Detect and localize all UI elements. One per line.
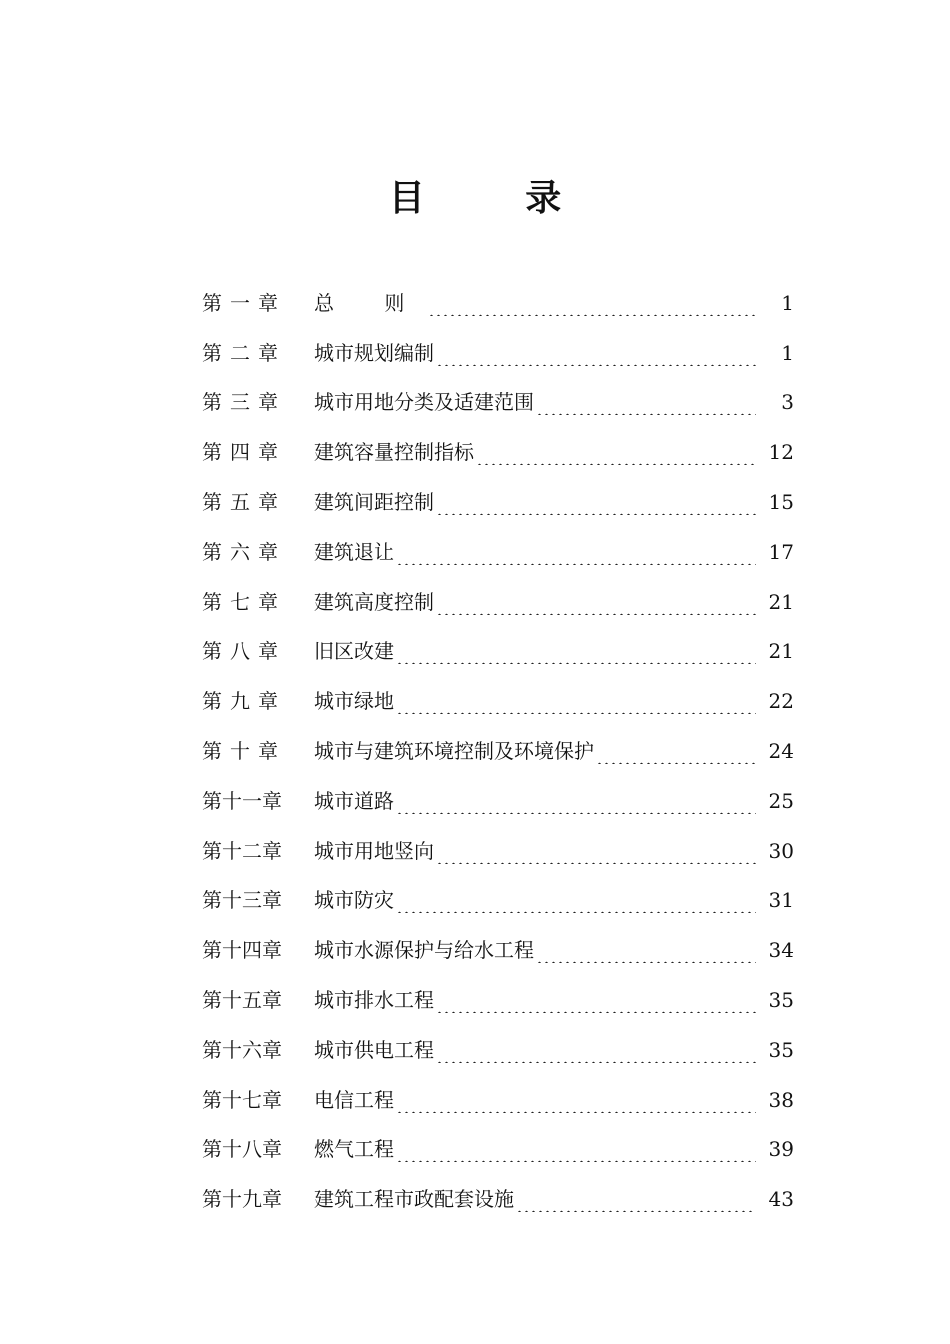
toc-chapter-title: 城市防灾 bbox=[314, 888, 394, 913]
toc-entry[interactable] bbox=[202, 1125, 794, 1175]
toc-page-number: 15 bbox=[768, 490, 794, 515]
toc-chapter-number: 第五章 bbox=[202, 490, 286, 515]
toc-chapter-title: 建筑退让 bbox=[314, 539, 394, 564]
toc-page-number: 43 bbox=[768, 1187, 794, 1212]
toc-chapter-number: 第九章 bbox=[202, 689, 286, 714]
dot-leader bbox=[536, 389, 756, 415]
toc-chapter-number: 第十三章 bbox=[202, 888, 282, 913]
toc-chapter-title: 建筑工程市政配套设施 bbox=[314, 1187, 514, 1212]
toc-entry[interactable] bbox=[202, 378, 794, 428]
toc-chapter-number: 第七章 bbox=[202, 589, 286, 614]
toc-page-number: 38 bbox=[768, 1087, 794, 1112]
toc-entry[interactable] bbox=[202, 975, 794, 1025]
toc-entry[interactable] bbox=[202, 278, 794, 328]
toc-entry[interactable] bbox=[202, 726, 794, 776]
toc-page-number: 22 bbox=[768, 689, 794, 714]
toc-page-number: 35 bbox=[768, 1037, 794, 1062]
dot-leader bbox=[476, 439, 756, 465]
toc-entry[interactable] bbox=[202, 925, 794, 975]
toc-chapter-number: 第十九章 bbox=[202, 1187, 282, 1212]
toc-entry[interactable] bbox=[202, 627, 794, 677]
dot-leader bbox=[396, 1136, 756, 1162]
toc-chapter-title: 城市用地分类及适建范围 bbox=[314, 390, 534, 415]
toc-chapter-number: 第十五章 bbox=[202, 988, 282, 1013]
toc-entry[interactable] bbox=[202, 477, 794, 527]
toc-entry[interactable] bbox=[202, 1075, 794, 1125]
toc-page-number: 12 bbox=[768, 440, 794, 465]
toc-chapter-number: 第六章 bbox=[202, 539, 286, 564]
toc-chapter-title: 燃气工程 bbox=[314, 1137, 394, 1162]
dot-leader bbox=[536, 937, 756, 963]
toc-page-number: 25 bbox=[768, 788, 794, 813]
toc-chapter-number: 第一章 bbox=[202, 290, 286, 315]
toc-chapter-title: 城市绿地 bbox=[314, 689, 394, 714]
dot-leader bbox=[396, 788, 756, 814]
toc-entry[interactable] bbox=[202, 527, 794, 577]
toc-page-number: 35 bbox=[768, 988, 794, 1013]
toc-page-number: 21 bbox=[768, 639, 794, 664]
toc-page-number: 1 bbox=[781, 290, 794, 315]
toc-chapter-number: 第三章 bbox=[202, 390, 286, 415]
toc-chapter-title: 电信工程 bbox=[314, 1087, 394, 1112]
toc-chapter-title: 城市水源保护与给水工程 bbox=[314, 938, 534, 963]
toc-entry[interactable] bbox=[202, 776, 794, 826]
toc-entry[interactable] bbox=[202, 1174, 794, 1224]
page-title: 目 录 bbox=[388, 177, 606, 219]
toc-chapter-title: 城市道路 bbox=[314, 788, 394, 813]
toc-chapter-title: 城市供电工程 bbox=[314, 1037, 434, 1062]
toc-chapter-title: 建筑容量控制指标 bbox=[314, 440, 474, 465]
dot-leader bbox=[396, 887, 756, 913]
toc-page-number: 3 bbox=[781, 390, 794, 415]
dot-leader bbox=[436, 1037, 756, 1063]
toc-entry[interactable] bbox=[202, 328, 794, 378]
toc-entry[interactable] bbox=[202, 676, 794, 726]
dot-leader bbox=[436, 589, 756, 615]
toc-page-number: 21 bbox=[768, 589, 794, 614]
dot-leader bbox=[436, 838, 756, 864]
toc-chapter-number: 第八章 bbox=[202, 639, 286, 664]
dot-leader bbox=[396, 638, 756, 664]
toc-chapter-number: 第四章 bbox=[202, 440, 286, 465]
dot-leader bbox=[596, 738, 756, 764]
toc-chapter-number: 第十一章 bbox=[202, 788, 282, 813]
toc-chapter-number: 第十章 bbox=[202, 739, 286, 764]
toc-chapter-title: 城市排水工程 bbox=[314, 988, 434, 1013]
toc-page-number: 17 bbox=[768, 539, 794, 564]
toc-page-number: 31 bbox=[768, 888, 794, 913]
toc-chapter-number: 第十七章 bbox=[202, 1087, 282, 1112]
table-of-contents bbox=[202, 278, 794, 1224]
dot-leader bbox=[516, 1186, 756, 1212]
dot-leader bbox=[428, 290, 756, 316]
toc-page-number: 39 bbox=[768, 1137, 794, 1162]
toc-page-number: 34 bbox=[768, 938, 794, 963]
toc-entry[interactable] bbox=[202, 427, 794, 477]
toc-chapter-title: 建筑高度控制 bbox=[314, 589, 434, 614]
toc-page-number: 30 bbox=[768, 838, 794, 863]
toc-entry[interactable] bbox=[202, 876, 794, 926]
toc-entry[interactable] bbox=[202, 826, 794, 876]
toc-entry[interactable] bbox=[202, 1025, 794, 1075]
toc-chapter-number: 第十二章 bbox=[202, 838, 282, 863]
toc-chapter-title: 总 则 bbox=[314, 290, 427, 315]
dot-leader bbox=[396, 1087, 756, 1113]
dot-leader bbox=[396, 688, 756, 714]
toc-page-number: 24 bbox=[768, 739, 794, 764]
toc-chapter-title: 城市用地竖向 bbox=[314, 838, 434, 863]
dot-leader bbox=[396, 539, 756, 565]
toc-chapter-title: 城市与建筑环境控制及环境保护 bbox=[314, 739, 594, 764]
dot-leader bbox=[436, 987, 756, 1013]
toc-chapter-title: 旧区改建 bbox=[314, 639, 394, 664]
toc-chapter-number: 第十八章 bbox=[202, 1137, 282, 1162]
dot-leader bbox=[436, 489, 756, 515]
toc-page-number: 1 bbox=[781, 340, 794, 365]
toc-chapter-title: 建筑间距控制 bbox=[314, 490, 434, 515]
toc-entry[interactable] bbox=[202, 577, 794, 627]
toc-chapter-number: 第十六章 bbox=[202, 1037, 282, 1062]
dot-leader bbox=[436, 340, 756, 366]
toc-chapter-title: 城市规划编制 bbox=[314, 340, 434, 365]
toc-chapter-number: 第二章 bbox=[202, 340, 286, 365]
toc-chapter-number: 第十四章 bbox=[202, 938, 282, 963]
